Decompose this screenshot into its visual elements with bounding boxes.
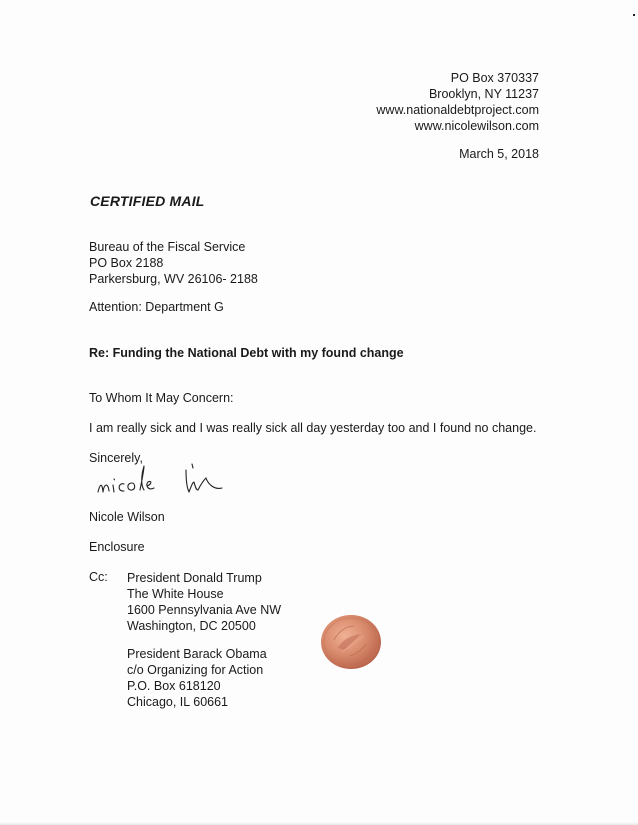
penny-coin-image [320, 614, 382, 670]
cc-recipient-obama [127, 646, 267, 710]
cc-label: Cc: [89, 570, 108, 584]
attention-line: Attention: Department G [89, 300, 224, 314]
cc-line: P.O. Box 618120 [127, 679, 221, 693]
cc-line: Washington, DC 20500 [127, 619, 256, 633]
certified-mail-heading: CERTIFIED MAIL [90, 193, 205, 209]
cc-line: Chicago, IL 60661 [127, 695, 229, 709]
sender-po-box: PO Box 370337 [450, 71, 539, 85]
recipient-po-box: PO Box 2188 [89, 256, 164, 270]
letter-body: I am really sick and I was really sick all day yesterday too and I found no change. [89, 421, 537, 435]
enclosure-note: Enclosure [89, 540, 145, 554]
handwritten-signature [94, 458, 244, 502]
sender-website-2: www.nicolewilson.com [414, 119, 539, 133]
cc-line: c/o Organizing for Action [127, 663, 264, 677]
closing: Sincerely, [89, 451, 143, 465]
signer-name: Nicole Wilson [89, 510, 165, 524]
recipient-name: Bureau of the Fiscal Service [89, 240, 246, 254]
subject-line: Re: Funding the National Debt with my found change [89, 346, 404, 360]
letter-date: March 5, 2018 [459, 147, 539, 161]
cc-line: 1600 Pennsylvania Ave NW [127, 603, 282, 617]
cc-line: President Barack Obama [127, 647, 267, 661]
sender-website-1: www.nationaldebtproject.com [376, 103, 539, 117]
salutation: To Whom It May Concern: [89, 391, 234, 405]
cc-line: The White House [127, 587, 224, 601]
recipient-address-block [89, 239, 258, 287]
recipient-city-state: Parkersburg, WV 26106- 2188 [89, 272, 258, 286]
cc-line: President Donald Trump [127, 571, 262, 585]
scan-speck [633, 14, 635, 16]
sender-city-state: Brooklyn, NY 11237 [428, 87, 539, 101]
cc-recipient-trump [127, 570, 281, 634]
sender-address-block [376, 70, 539, 134]
